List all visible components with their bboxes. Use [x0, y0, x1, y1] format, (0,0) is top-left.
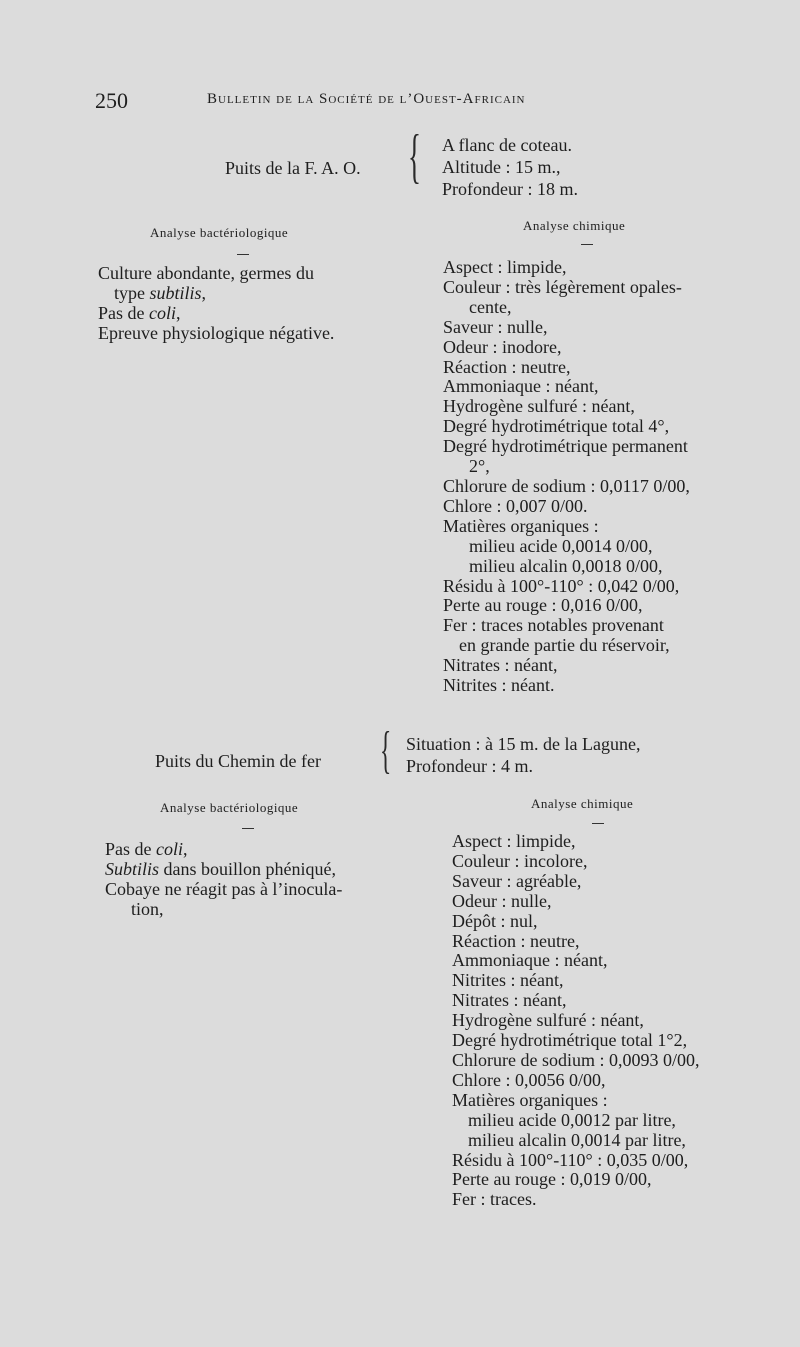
list-item: Nitrates : néant, — [443, 655, 558, 676]
list-item: Fer : traces. — [452, 1189, 537, 1210]
site-details — [442, 134, 578, 200]
list-item: 2°, — [469, 456, 490, 477]
list-item: Chlorure de sodium : 0,0117 0/00, — [443, 475, 690, 496]
list-item: Subtilis dans bouillon phéniqué, — [105, 858, 336, 879]
list-item: Résidu à 100°-110° : 0,035 0/00, — [452, 1149, 689, 1170]
list-item: Odeur : inodore, — [443, 336, 562, 357]
page-number: 250 — [95, 88, 128, 113]
list-item: Réaction : neutre, — [452, 930, 580, 951]
list-item: Réaction : neutre, — [443, 356, 571, 377]
chimique-title: Analyse chimique — [523, 218, 626, 233]
list-item: Pas de coli, — [105, 839, 188, 859]
list-item: Nitrates : néant, — [452, 990, 567, 1011]
list-item: Perte au rouge : 0,016 0/00, — [443, 595, 643, 616]
page-header — [95, 88, 735, 116]
site-detail-line: A flanc de coteau. — [442, 135, 572, 155]
list-item: Pas de coli, — [98, 302, 181, 323]
list-item: Odeur : nulle, — [452, 890, 552, 911]
list-item: Degré hydrotimétrique total 1°2, — [452, 1030, 688, 1051]
divider — [592, 823, 604, 824]
list-item: Hydrogène sulfuré : néant, — [452, 1010, 644, 1031]
list-item: Matières organiques : — [452, 1089, 608, 1110]
list-item: Hydrogène sulfuré : néant, — [443, 396, 635, 417]
list-item: Ammoniaque : néant, — [443, 376, 599, 397]
list-item: milieu alcalin 0,0018 0/00, — [469, 555, 663, 576]
chimique-list — [452, 832, 699, 1210]
chimique-list — [443, 258, 690, 696]
bacterio-title: Analyse bactériologique — [160, 800, 299, 815]
list-item: Couleur : incolore, — [452, 850, 588, 871]
running-title: Bulletin de la Société de l’Ouest-Africain — [207, 91, 526, 107]
list-item: Culture abondante, germes du — [98, 263, 314, 283]
divider — [242, 828, 254, 829]
list-item: cente, — [469, 296, 512, 317]
list-item: Aspect : limpide, — [452, 831, 576, 851]
list-item: Perte au rouge : 0,019 0/00, — [452, 1169, 652, 1190]
list-item: Aspect : limpide, — [443, 257, 567, 277]
list-item: Chlorure de sodium : 0,0093 0/00, — [452, 1049, 700, 1070]
list-item: Chlore : 0,0056 0/00, — [452, 1069, 606, 1090]
site-name: Puits du Chemin de fer — [155, 751, 321, 771]
list-item: tion, — [131, 898, 164, 919]
list-item: Dépôt : nul, — [452, 910, 538, 931]
list-item: en grande partie du réservoir, — [459, 635, 670, 656]
bacterio-list — [98, 264, 334, 344]
list-item: milieu acide 0,0012 par litre, — [468, 1109, 676, 1130]
bacterio-list — [105, 840, 342, 920]
brace: { — [380, 722, 392, 779]
site-name: Puits de la F. A. O. — [225, 158, 361, 178]
list-item: Degré hydrotimétrique permanent — [443, 436, 688, 457]
divider — [237, 254, 249, 255]
list-item: type subtilis, — [114, 282, 207, 303]
list-item: milieu alcalin 0,0014 par litre, — [468, 1129, 686, 1150]
site-detail-line: Profondeur : 18 m. — [442, 179, 578, 199]
list-item: Nitrites : néant. — [443, 675, 555, 696]
site-detail-line: Altitude : 15 m., — [442, 157, 561, 177]
list-item: Cobaye ne réagit pas à l’inocula- — [105, 878, 343, 899]
chimique-title: Analyse chimique — [531, 796, 634, 811]
list-item: Saveur : nulle, — [443, 316, 548, 337]
brace: { — [408, 123, 421, 189]
bacterio-title: Analyse bactériologique — [150, 225, 289, 240]
list-item: Epreuve physiologique négative. — [98, 322, 335, 343]
list-item: Saveur : agréable, — [452, 870, 582, 891]
divider — [581, 244, 593, 245]
list-item: Fer : traces notables provenant — [443, 615, 664, 636]
list-item: milieu acide 0,0014 0/00, — [469, 535, 653, 556]
list-item: Nitrites : néant, — [452, 970, 564, 991]
list-item: Ammoniaque : néant, — [452, 950, 608, 971]
site-detail-line: Situation : à 15 m. de la Lagune, — [406, 734, 641, 754]
list-item: Degré hydrotimétrique total 4°, — [443, 416, 670, 437]
list-item: Couleur : très légèrement opales- — [443, 276, 682, 297]
list-item: Résidu à 100°-110° : 0,042 0/00, — [443, 575, 680, 596]
site-detail-line: Profondeur : 4 m. — [406, 756, 533, 776]
list-item: Matières organiques : — [443, 515, 599, 536]
site-details — [406, 733, 640, 777]
list-item: Chlore : 0,007 0/00. — [443, 495, 588, 516]
